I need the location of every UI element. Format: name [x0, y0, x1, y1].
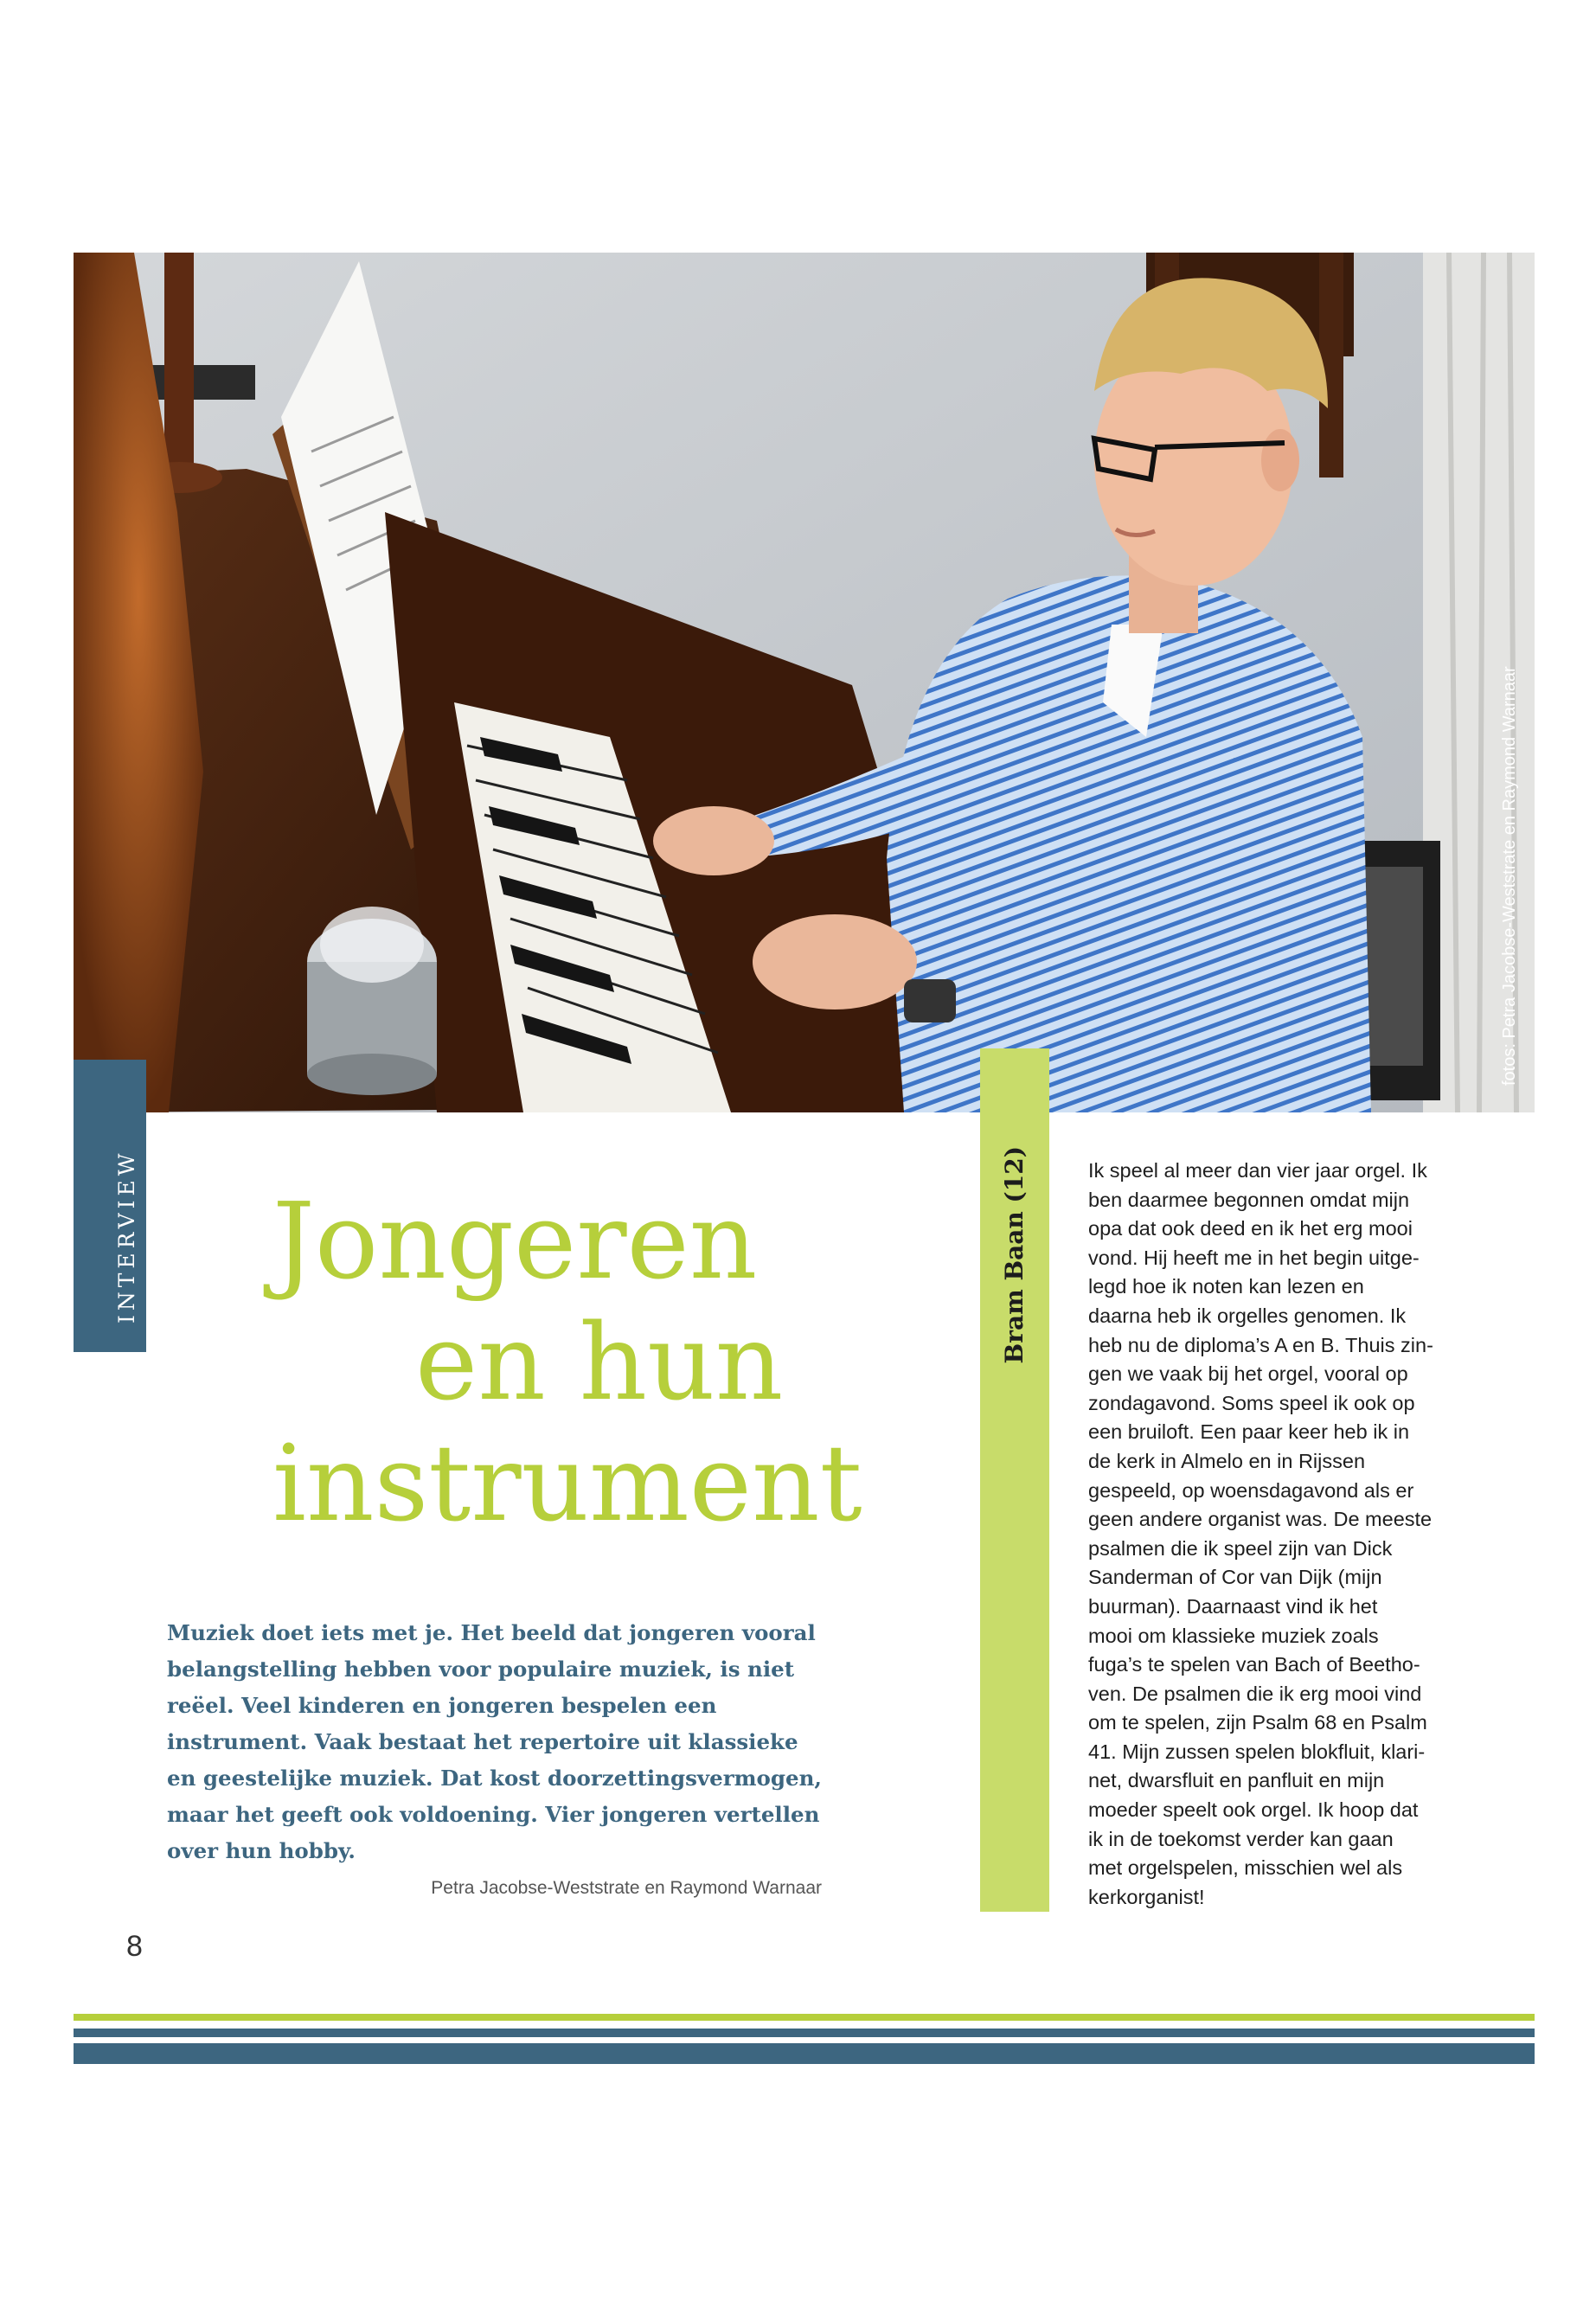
body-line: psalmen die ik speel zijn van Dick: [1088, 1536, 1393, 1560]
section-label: INTERVIEW: [114, 1149, 139, 1324]
body-line: de kerk in Almelo en in Rijssen: [1088, 1449, 1366, 1472]
body-line: ik in de toekomst verder kan gaan: [1088, 1827, 1394, 1850]
body-line: ben daarmee begonnen omdat mijn: [1088, 1188, 1410, 1211]
organ-photo: [74, 253, 1535, 1112]
body-line: fuga’s te spelen van Bach of Beetho-: [1088, 1653, 1420, 1676]
body-line: Ik speel al meer dan vier jaar orgel. Ik: [1088, 1159, 1427, 1182]
body-line: kerkorganist!: [1088, 1885, 1205, 1908]
headline-line-2: en hun: [415, 1301, 784, 1424]
headline-line-3: instrument: [272, 1422, 862, 1545]
headline-line-1: Jongeren: [272, 1180, 758, 1303]
body-line: daarna heb ik orgelles genomen. Ik: [1088, 1304, 1407, 1327]
page-number: 8: [126, 1930, 143, 1963]
body-line: met orgelspelen, misschien wel als: [1088, 1856, 1403, 1880]
photo-credit: fotos: Petra Jacobse-Weststrate en Raymond Warnaar: [1500, 666, 1519, 1086]
body-line: 41. Mijn zussen spelen blokfluit, klari-: [1088, 1740, 1426, 1763]
article-headline: [272, 1181, 862, 1544]
body-line: gen we vaak bij het orgel, vooral op: [1088, 1362, 1408, 1386]
body-line: mooi om klassieke muziek zoals: [1088, 1624, 1379, 1647]
byline: Petra Jacobse-Weststrate en Raymond Warnaar: [431, 1878, 822, 1898]
body-line: opa dat ook deed en ik het erg mooi: [1088, 1217, 1413, 1240]
body-line: net, dwarsfluit en panfluit en mijn: [1088, 1769, 1385, 1792]
body-line: een bruiloft. Een paar keer heb ik in: [1088, 1420, 1410, 1444]
body-line: ven. De psalmen die ik erg mooi vind: [1088, 1682, 1422, 1705]
body-line: gespeeld, op woensdagavond als er: [1088, 1478, 1414, 1502]
footer-stripe-blue-thin: [74, 2029, 1535, 2037]
body-line: vond. Hij heeft me in het begin uitge-: [1088, 1246, 1420, 1269]
body-line: moeder speelt ook orgel. Ik hoop dat: [1088, 1798, 1419, 1822]
body-line: Sanderman of Cor van Dijk (mijn: [1088, 1566, 1382, 1589]
body-line: om te spelen, zijn Psalm 68 en Psalm: [1088, 1711, 1427, 1734]
intro-paragraph: Muziek doet iets met je. Het beeld dat jongeren vooral belangstelling hebben voor populaire muziek, is niet reëel. Veel kinderen en jongeren bespelen een instrument. Vaak bestaat het repertoire uit klassieke en geestelijke muziek. Dat kost doorzettingsvermogen, maar het geeft ook voldoening. Vier jongeren vertellen over hun hobby.: [167, 1620, 822, 1863]
body-line: zondagavond. Soms speel ik ook op: [1088, 1391, 1415, 1414]
photo-illustration: [74, 253, 1535, 1112]
body-line: heb nu de diploma’s A en B. Thuis zin-: [1088, 1333, 1433, 1356]
body-line: buurman). Daarnaast vind ik het: [1088, 1594, 1378, 1618]
interviewee-name: Bram Baan (12): [1000, 1146, 1029, 1364]
body-line: legd hoe ik noten kan lezen en: [1088, 1275, 1364, 1298]
footer-stripe-blue-thick: [74, 2043, 1535, 2064]
body-line: geen andere organist was. De meeste: [1088, 1508, 1433, 1531]
footer-stripe-green: [74, 2014, 1535, 2021]
interview-body: [1088, 1157, 1460, 1912]
